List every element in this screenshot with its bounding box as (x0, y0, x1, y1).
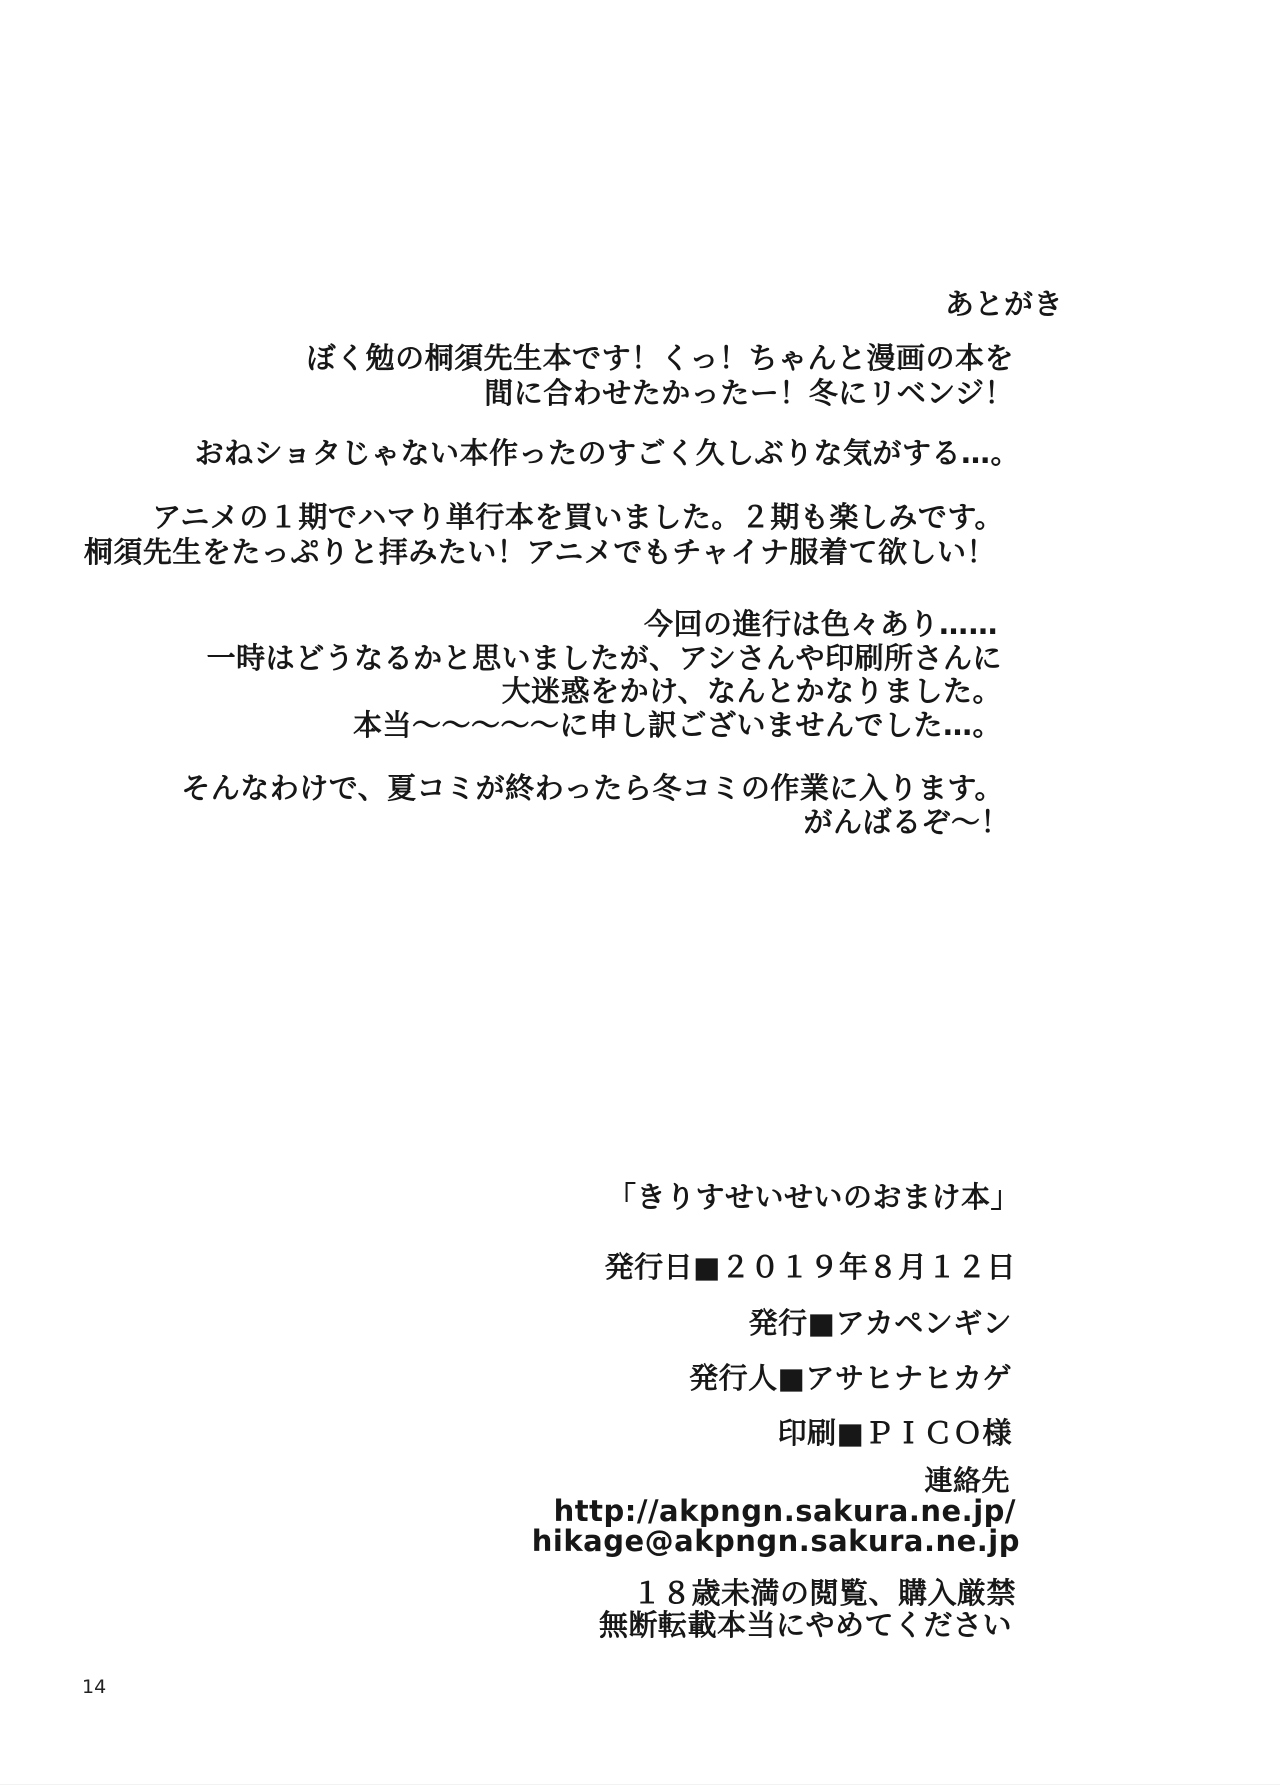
colophon-publisher: 発行■アカペンギン (748, 1306, 1012, 1340)
colophon-author: 発行人■アサヒナヒカゲ (689, 1361, 1012, 1395)
colophon-contact-email: hikage@akpngn.sakura.ne.jp (531, 1524, 1020, 1558)
scan-edge-line (0, 1784, 1280, 1785)
afterword-paragraph5-line1: そんなわけで、夏コミが終わったら冬コミの作業に入ります。 (181, 771, 1004, 805)
page-number: 14 (82, 1676, 107, 1698)
afterword-paragraph4-line1: 今回の進行は色々あり…… (643, 607, 998, 641)
colophon-no-repost-notice: 無断転載本当にやめてください (598, 1608, 1012, 1642)
colophon-age-restriction-notice: １８歳未満の閲覧、購入厳禁 (632, 1576, 1016, 1610)
afterword-paragraph2-line1: おねショタじゃない本作ったのすごく久しぶりな気がする…。 (194, 436, 1020, 470)
afterword-paragraph3-line2: 桐須先生をたっぷりと拝みたい！アニメでもチャイナ服着て欲しい！ (83, 535, 996, 569)
afterword-title: あとがき (944, 287, 1063, 321)
afterword-paragraph5-line2: がんばるぞ～！ (803, 805, 1010, 839)
afterword-paragraph1-line1: ぼく勉の桐須先生本です！くっ！ちゃんと漫画の本を (306, 341, 1014, 375)
colophon-contact-label: 連絡先 (924, 1464, 1010, 1497)
colophon-website-url: http://akpngn.sakura.ne.jp/ (553, 1494, 1016, 1528)
afterword-paragraph4-line2: 一時はどうなるかと思いましたが、アシさんや印刷所さんに (206, 641, 1002, 675)
afterword-paragraph4-line4: 本当～～～～～に申し訳ございませんでした…。 (352, 708, 1002, 742)
afterword-paragraph1-line2: 間に合わせたかったー！冬にリベンジ！ (484, 376, 1014, 410)
afterword-paragraph4-line3: 大迷惑をかけ、なんとかなりました。 (501, 674, 1002, 708)
colophon-book-title: 「きりすせいせいのおまけ本」 (606, 1180, 1020, 1214)
colophon-publication-date: 発行日■２０１９年８月１２日 (604, 1250, 1016, 1284)
afterword-paragraph3-line1: アニメの１期でハマり単行本を買いました。２期も楽しみです。 (152, 500, 1004, 534)
colophon-printer: 印刷■ＰＩＣＯ様 (777, 1416, 1012, 1450)
